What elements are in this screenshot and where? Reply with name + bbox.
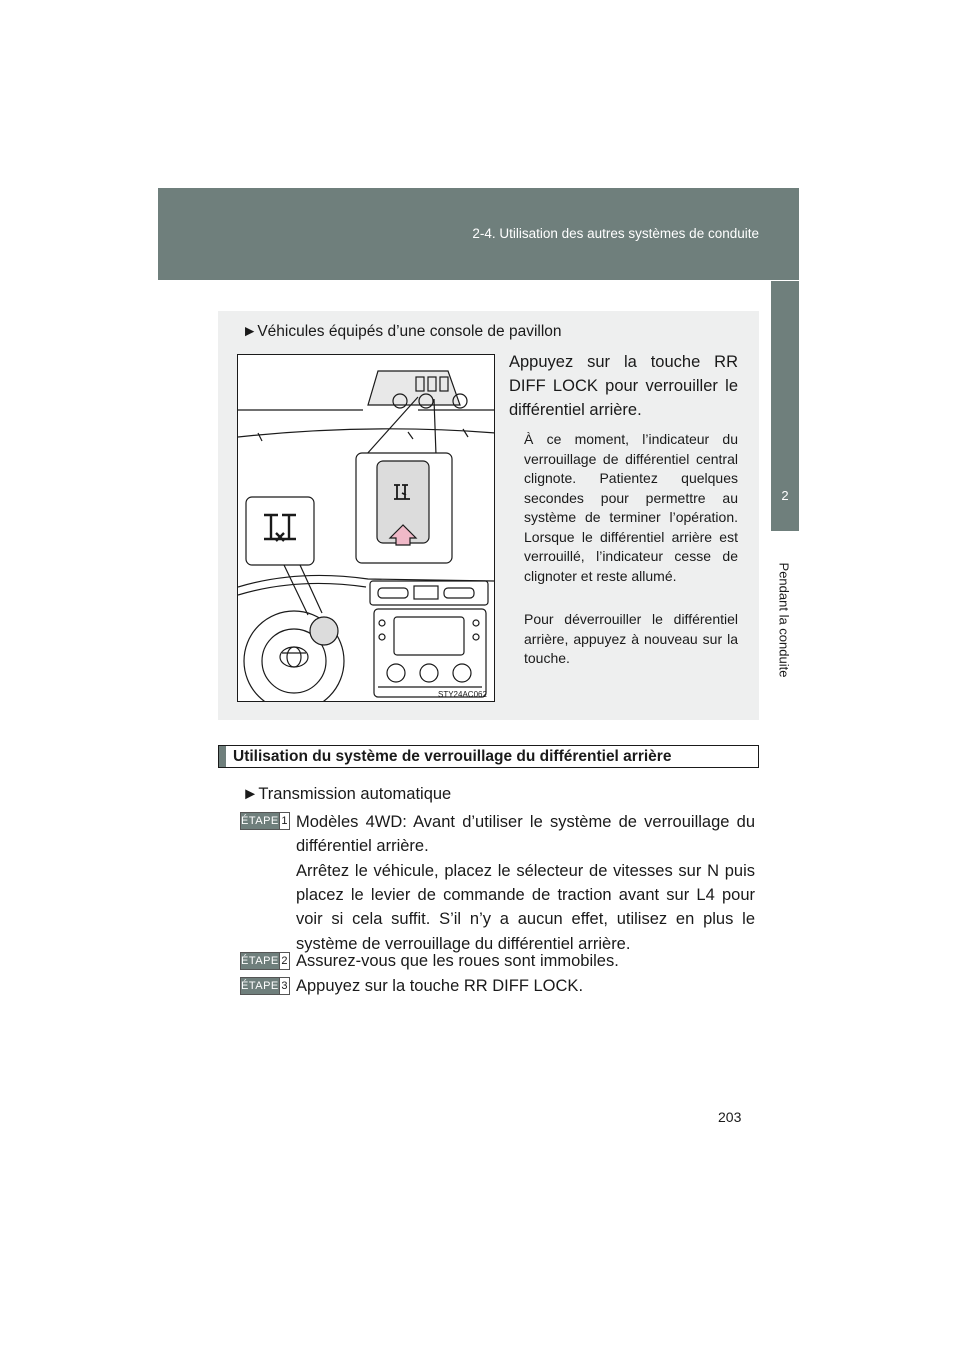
illustration-code: STY24AC062 — [438, 690, 487, 699]
section-heading-bar — [218, 745, 759, 768]
step-1-text: Modèles 4WD: Avant d’utiliser le système de verrouillage du différentiel arrière. — [296, 813, 755, 856]
step-badge-number: 1 — [279, 813, 289, 829]
step-badge-word: ÉTAPE — [241, 980, 279, 992]
note-indicator: À ce moment, l’indicateur du verrouillage de différentiel central clignote. Patientez quelques secondes pour permettre au système de terminer l’opération. Lorsque le différentiel arrière est verrouillé, l’indicateur cesse de clignoter et reste allumé. — [524, 431, 738, 584]
step-badge-number: 3 — [279, 978, 289, 994]
panel-heading: ►Véhicules équipés d’une console de pavillon — [242, 323, 562, 340]
step-badge-1 — [240, 812, 290, 830]
step-badge-3 — [240, 977, 290, 995]
step-badge-word: ÉTAPE — [241, 815, 279, 827]
transmission-label: ►Transmission automatique — [242, 785, 452, 803]
chapter-label: Pendant la conduite — [776, 562, 792, 678]
chapter-number: 2 — [781, 488, 789, 503]
page-number: 203 — [718, 1109, 742, 1125]
step-badge-number: 2 — [279, 953, 289, 969]
section-breadcrumb: 2-4. Utilisation des autres systèmes de conduite — [472, 226, 759, 241]
step-badge-word: ÉTAPE — [241, 955, 279, 967]
chapter-label-container — [769, 560, 799, 680]
chapter-header-bar — [158, 188, 799, 280]
step-1-details: Arrêtez le véhicule, placez le sélecteur de vitesses sur N puis placez le levier de commande de traction avant sur L4 pour voir si cela suffit. S’il n’y a aucun effet, utilisez en plus le système de verrouillage du différentiel arrière. — [296, 862, 755, 953]
note-unlock: Pour déverrouiller le différentiel arrière, appuyez à nouveau sur la touche. — [524, 611, 738, 666]
step-badge-2 — [240, 952, 290, 970]
section-title: Utilisation du système de verrouillage du différentiel arrière — [233, 748, 672, 765]
step-3-text: Appuyez sur la touche RR DIFF LOCK. — [296, 977, 584, 995]
instruction-text: Appuyez sur la touche RR DIFF LOCK pour verrouiller le différentiel arrière. — [509, 353, 738, 419]
dashboard-illustration — [237, 354, 495, 702]
step-2-text: Assurez-vous que les roues sont immobiles. — [296, 952, 619, 970]
dashboard-drawing — [238, 355, 495, 702]
